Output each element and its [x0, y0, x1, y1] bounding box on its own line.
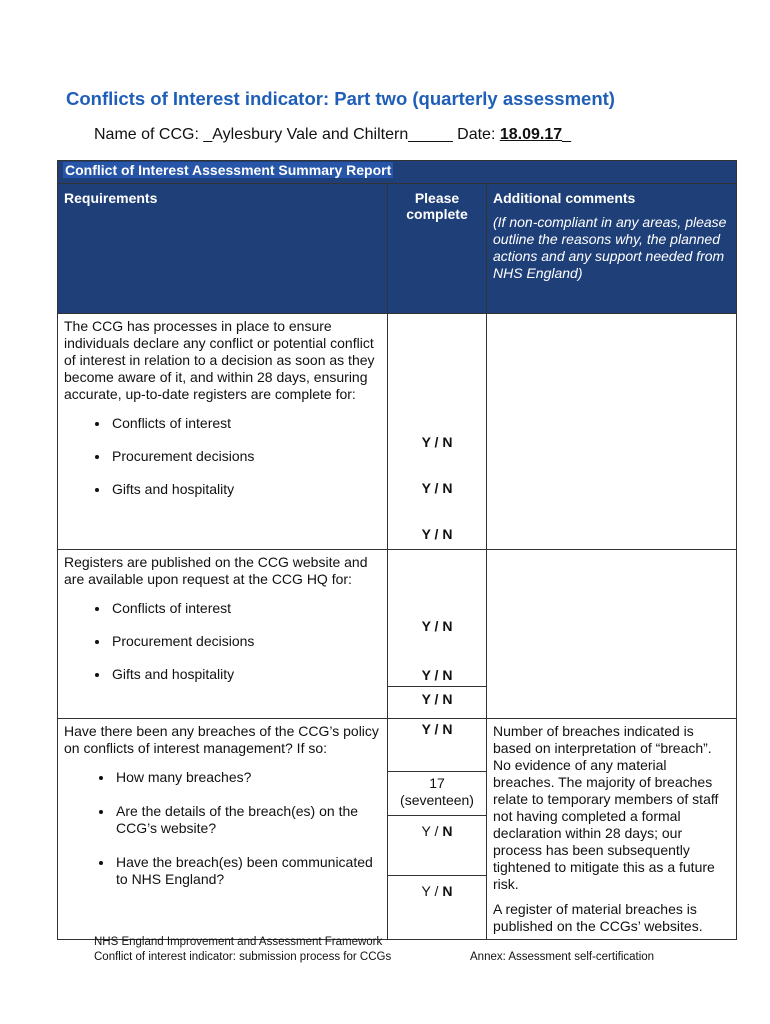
- list-item: • Conflicts of interest: [110, 600, 381, 617]
- cell-divider: [388, 686, 486, 687]
- header-please-complete: Please complete: [388, 184, 487, 314]
- list-item: • Gifts and hospitality: [110, 481, 381, 498]
- requirement-items: [64, 600, 381, 683]
- requirement-items: [64, 415, 381, 498]
- header-requirements: Requirements: [58, 184, 388, 314]
- completion-cell: [388, 550, 487, 719]
- ccg-line-suffix: _: [562, 126, 572, 143]
- yn-answer[interactable]: Y / N: [421, 667, 453, 683]
- table-row: [58, 314, 737, 550]
- list-item: • Procurement decisions: [110, 448, 381, 465]
- header-additional-comments-label: Additional comments: [493, 190, 636, 206]
- header-additional-comments: [487, 184, 737, 314]
- cell-divider: [388, 771, 486, 772]
- ccg-line-prefix: Name of CCG: _Aylesbury Vale and Chiltern_____ Date:: [94, 126, 500, 143]
- requirement-text: Registers are published on the CCG website and are available upon request at the CCG HQ for:: [64, 554, 368, 587]
- completion-cell: [388, 314, 487, 550]
- list-item: • Gifts and hospitality: [110, 666, 381, 683]
- cell-divider: [388, 815, 486, 816]
- list-item: • Procurement decisions: [110, 633, 381, 650]
- page-title: Conflicts of Interest indicator: Part two (quarterly assessment): [66, 88, 615, 109]
- comment-paragraph: A register of material breaches is published on the CCGs’ websites.: [493, 901, 703, 934]
- footer-line-1: NHS England Improvement and Assessment Framework: [94, 936, 383, 948]
- table-row: [58, 719, 737, 940]
- list-item: • How many breaches?: [114, 769, 381, 786]
- requirement-cell: [58, 314, 388, 550]
- yn-answer[interactable]: Y / N: [421, 691, 453, 707]
- comment-cell[interactable]: [487, 314, 737, 550]
- comment-paragraph: Number of breaches indicated is based on interpretation of “breach”. No evidence of any material breaches. The majority of breaches relate to temporary members of staff not having completed a formal declaration within 28 days; our process has been subsequently tightened to mitigate this as a future risk.: [493, 723, 719, 892]
- comment-cell[interactable]: [487, 719, 737, 940]
- breach-count-words: (seventeen): [400, 792, 474, 808]
- cell-divider: [388, 875, 486, 876]
- table-row: [58, 550, 737, 719]
- list-item: • Conflicts of interest: [110, 415, 381, 432]
- completion-cell: [388, 719, 487, 940]
- yn-answer[interactable]: Y / N: [421, 823, 453, 839]
- requirement-text: Have there been any breaches of the CCG’s policy on conflicts of interest management? If so:: [64, 723, 379, 756]
- list-item: • Have the breach(es) been communicated to NHS England?: [114, 854, 381, 888]
- ccg-name-date-line: [94, 126, 571, 144]
- breach-count-number[interactable]: 17: [429, 775, 445, 791]
- yn-answer[interactable]: Y / N: [421, 526, 453, 542]
- assessment-summary-table: [57, 160, 737, 940]
- yn-answer[interactable]: Y / N: [421, 721, 453, 737]
- comment-cell[interactable]: [487, 550, 737, 719]
- requirement-items: [64, 769, 381, 888]
- yn-answer[interactable]: Y / N: [421, 883, 453, 899]
- requirement-cell: [58, 719, 388, 940]
- footer-line-2: Conflict of interest indicator: submission process for CCGs: [94, 951, 392, 963]
- header-additional-comments-note: (If non-compliant in any areas, please outline the reasons why, the planned actions and any support needed from NHS England): [493, 214, 727, 281]
- summary-report-title: Conflict of Interest Assessment Summary Report: [58, 161, 737, 184]
- requirement-cell: [58, 550, 388, 719]
- date-value: 18.09.17: [499, 126, 563, 143]
- yn-answer[interactable]: Y / N: [421, 434, 453, 450]
- yn-answer[interactable]: Y / N: [421, 480, 453, 496]
- requirement-text: The CCG has processes in place to ensure individuals declare any conflict or potential conflict of interest in relation to a decision as soon as they become aware of it, and within 28 days, ensuring accurate, up-to-date registers are complete for:: [64, 318, 375, 402]
- footer-annex: Annex: Assessment self-certification: [470, 951, 655, 963]
- yn-answer[interactable]: Y / N: [421, 618, 453, 634]
- list-item: • Are the details of the breach(es) on the CCG’s website?: [114, 803, 381, 837]
